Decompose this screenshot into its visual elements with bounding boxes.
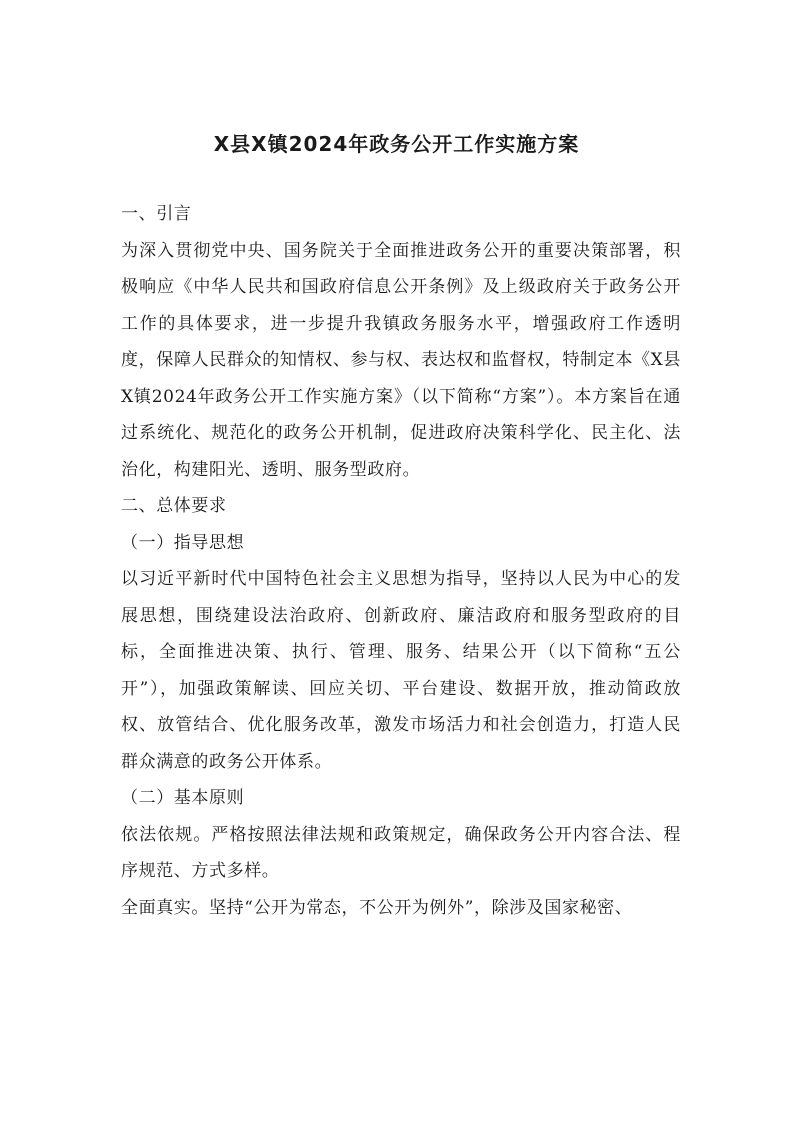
section-heading-general-requirements: 二、总体要求 xyxy=(121,496,227,516)
section-heading-introduction: 一、引言 xyxy=(121,204,192,224)
guiding-ideology-paragraph: 以习近平新时代中国特色社会主义思想为指导，坚持以人民为中心的发展思想，围绕建设法治政府、创新政府、廉洁政府和服务型政府的目标，全面推进决策、执行、管理、服务、结果公开（以下简称“五公开”），加强政策解读、回应关切、平台建设、数据开放，推动简政放权、放管结合、优化服务改革，激发市场活力和社会创造力，打造人民群众满意的政务公开体系。 xyxy=(121,569,681,772)
introduction-paragraph: 为深入贯彻党中央、国务院关于全面推进政务公开的重要决策部署，积极响应《中华人民共和国政府信息公开条例》及上级政府关于政务公开工作的具体要求，进一步提升我镇政务服务水平，增强政府工作透明度，保障人民群众的知情权、参与权、表达权和监督权，特制定本《X县X镇2024年政务公开工作实施方案》（以下简称“方案”）。本方案旨在通过系统化、规范化的政务公开机制，促进政府决策科学化、民主化、法治化，构建阳光、透明、服务型政府。 xyxy=(121,240,681,480)
subsection-heading-basic-principles: （二）基本原则 xyxy=(121,788,245,808)
document-body xyxy=(121,196,681,926)
principle-comprehensive-paragraph: 全面真实。坚持“公开为常态，不公开为例外”，除涉及国家秘密、 xyxy=(121,897,633,918)
subsection-heading-guiding-ideology: （一）指导思想 xyxy=(121,532,245,553)
principle-lawful-paragraph: 依法依规。严格按照法律法规和政策规定，确保政务公开内容合法、程序规范、方式多样。 xyxy=(121,824,681,881)
document-title: X县X镇2024年政务公开工作实施方案 xyxy=(213,132,580,156)
